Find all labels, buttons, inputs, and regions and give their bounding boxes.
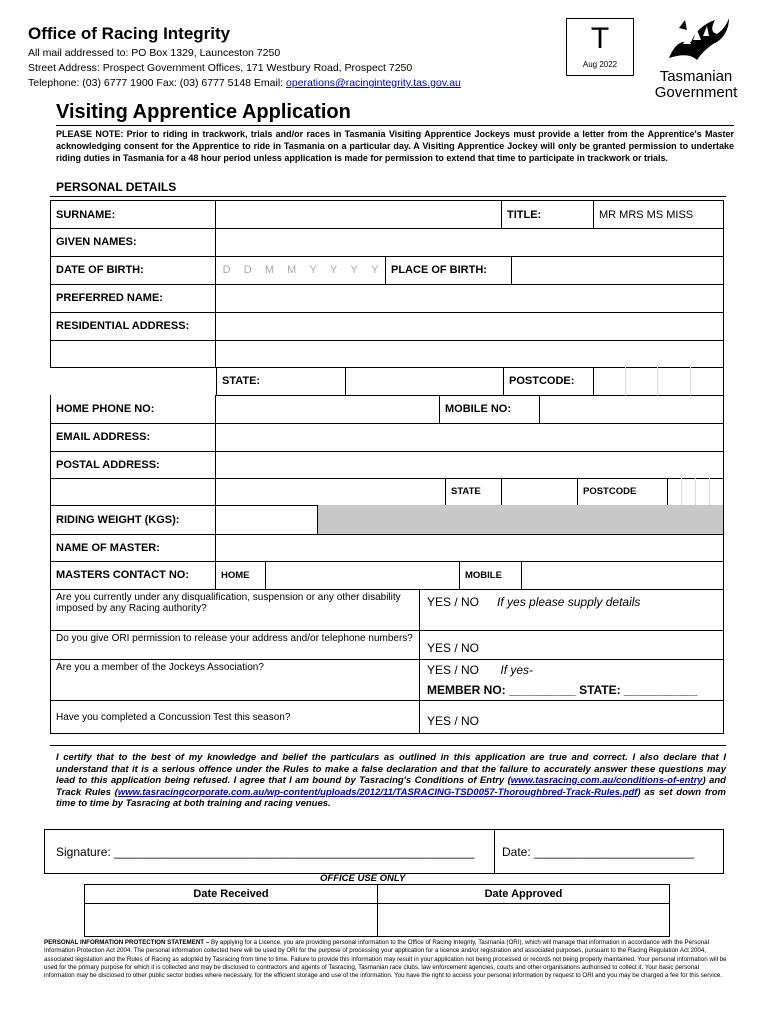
surname-input[interactable] xyxy=(216,200,502,229)
given-names-label: GIVEN NAMES: xyxy=(50,228,216,257)
master-home-input[interactable] xyxy=(266,561,460,590)
signature-divider xyxy=(494,829,495,874)
member-no-field[interactable]: MEMBER NO: __________ STATE: ___________ xyxy=(427,683,698,697)
conditions-link[interactable]: www.tasracing.com.au/conditions-of-entry xyxy=(510,775,703,786)
postal-postcode-box[interactable] xyxy=(682,478,696,506)
question-jockeys-association: Are you a member of the Jockeys Association? xyxy=(50,659,420,701)
postal-state-label: STATE xyxy=(446,478,502,506)
riding-weight-label: RIDING WEIGHT (KGS): xyxy=(50,505,216,535)
master-mobile-label: MOBILE xyxy=(460,561,522,590)
privacy-statement xyxy=(44,939,728,980)
privacy-body: By applying for a Licence, you are providing personal information to the Office of Racing Integrity, Tasmania (ORI), which will manage that information in accordance with the Personal Information Protection Act 2004. The personal information collected here will be used by ORI for the purpose of processing your application for a licence and/or registration and associated purposes, pursuant to the Racing Regulation Act 2004, associated legislation and the Rules of Racing as adopted by Tasracing from time to time. Failure to provide this information may result in your application not being processed or records not being properly maintained. Your personal information will be used for the primary purpose for which it is collected and may be disclosed to contractors and agents of Tasracing, Tasmanian race clubs, law enforcement agencies, courts and other organisations authorised to collect it. Your basic personal information may be disclosed to other public sector bodies where necessary, for the efficient storage and use of the information. You have the right to access your personal information by request to ORI and you may be charged a fee for this service. xyxy=(44,939,727,980)
phone-fax: Telephone: (03) 6777 1900 Fax: (03) 6777 5148 Email: xyxy=(28,77,287,89)
office-use-label: OFFICE USE ONLY xyxy=(320,873,406,884)
preferred-name-label: PREFERRED NAME: xyxy=(50,284,216,313)
dob-placeholder: Y xyxy=(350,264,358,276)
preferred-name-input[interactable] xyxy=(216,284,724,313)
form-code-box xyxy=(566,18,634,76)
certification xyxy=(56,752,726,810)
date-approved-label: Date Approved xyxy=(378,884,670,904)
masters-contact-label: MASTERS CONTACT NO: xyxy=(50,561,216,590)
place-of-birth-label: PLACE OF BIRTH: xyxy=(386,256,512,285)
title-label: TITLE: xyxy=(502,200,594,229)
email-label: EMAIL ADDRESS: xyxy=(50,423,216,452)
place-of-birth-input[interactable] xyxy=(512,256,724,285)
logo-line2: Government xyxy=(654,84,738,101)
yes-no-option[interactable]: YES / NO xyxy=(427,663,480,677)
dob-placeholder: Y xyxy=(371,264,379,276)
form-letter: T xyxy=(590,22,610,55)
privacy-heading: PERSONAL INFORMATION PROTECTION STATEMENT – xyxy=(44,939,210,946)
section-divider xyxy=(50,196,726,197)
postal-postcode-box[interactable] xyxy=(696,478,710,506)
thylacine-icon xyxy=(661,14,731,64)
question-release-info: Do you give ORI permission to release your address and/or telephone numbers? xyxy=(50,630,420,660)
dob-placeholder: D xyxy=(222,264,231,276)
postcode-digit-box[interactable] xyxy=(626,367,658,396)
answer-release-info[interactable] xyxy=(420,630,724,660)
dob-label: DATE OF BIRTH: xyxy=(50,256,216,285)
postal-address-label-cont xyxy=(50,478,216,506)
page-title: Visiting Apprentice Application xyxy=(56,101,351,123)
given-names-input[interactable] xyxy=(216,228,724,257)
master-home-label: HOME xyxy=(216,561,266,590)
home-phone-input[interactable] xyxy=(216,395,440,424)
residential-address-input[interactable] xyxy=(216,312,724,341)
question-concussion: Have you completed a Concussion Test this season? xyxy=(50,700,420,734)
date-approved-input[interactable] xyxy=(378,903,670,937)
if-yes-details: If yes please supply details xyxy=(497,595,641,609)
section-title: PERSONAL DETAILS xyxy=(56,180,177,194)
answer-concussion[interactable] xyxy=(420,700,724,734)
state-label: STATE: xyxy=(216,367,346,396)
residential-address-input-line2[interactable] xyxy=(216,340,724,368)
dob-input[interactable] xyxy=(216,256,386,285)
cert-text: I certify that to the best of my knowledge and belief the particulars as outlined in this application are true and correct. I also declare that I understand that it is a serious offence under the Rules to make a false declaration and that the failure to accurately answer these questions may lead to this application being refused. I agree that I am bound by Tasracing's Conditions of Entry ( xyxy=(56,752,726,786)
postal-address-label: POSTAL ADDRESS: xyxy=(50,451,216,479)
dob-placeholder: D xyxy=(243,264,252,276)
answer-jockeys-association[interactable] xyxy=(420,659,724,701)
master-name-label: NAME OF MASTER: xyxy=(50,534,216,562)
title-options[interactable]: MR MRS MS MISS xyxy=(594,200,724,229)
email-input[interactable] xyxy=(216,423,724,452)
postal-postcode-label: POSTCODE xyxy=(578,478,668,506)
yes-no-option[interactable]: YES / NO xyxy=(427,714,480,728)
dob-placeholder: Y xyxy=(330,264,338,276)
cert-text: ) as set down from time to time by Tasracing at both training and racing venues. xyxy=(56,786,726,809)
office-title: Office of Racing Integrity xyxy=(28,24,231,43)
street-address: Street Address: Prospect Government Offices, 171 Westbury Road, Prospect 7250 xyxy=(28,62,413,74)
postcode-digit-box[interactable] xyxy=(691,367,724,396)
surname-label: SURNAME: xyxy=(50,200,216,229)
form-date: Aug 2022 xyxy=(582,60,618,69)
tasmanian-government-logo xyxy=(646,14,746,100)
please-note: PLEASE NOTE: Prior to riding in trackwork, trials and/or races in Tasmania Visiting Apprentice Jockeys must provide a letter from the Apprentice's Master acknowledging consent for the Apprentice to ride in Tasmania on a particular day. A Visiting Apprentice Jockey will only be granted permission to undertake riding duties in Tasmania for a 48 hour period unless application is made for permission to extend that time to participate in trackwork or trials. xyxy=(56,125,734,164)
postal-address-input-line2[interactable] xyxy=(216,478,446,506)
answer-disqualification[interactable] xyxy=(420,589,724,631)
track-rules-link[interactable]: www.tasracingcorporate.com.au/wp-content/uploads/2012/11/TASRACING-TSD0057-Thoroughbred-Track-Rules.pdf xyxy=(117,786,638,798)
dob-placeholder: M xyxy=(287,264,297,276)
cert-text: ) and Track Rules ( xyxy=(56,775,726,798)
question-disqualification: Are you currently under any disqualification, suspension or any other disability imposed by any Racing authority? xyxy=(50,589,420,631)
postcode-digit-box[interactable] xyxy=(658,367,691,396)
postcode-digit-box[interactable] xyxy=(594,367,626,396)
yes-no-option[interactable]: YES / NO xyxy=(427,595,480,609)
mobile-label: MOBILE NO: xyxy=(440,395,540,424)
postcode-label: POSTCODE: xyxy=(504,367,594,396)
contact-line xyxy=(28,76,461,91)
jockeys-yes-no-row xyxy=(425,663,533,677)
home-phone-label: HOME PHONE NO: xyxy=(50,395,216,424)
yes-no-option[interactable]: YES / NO xyxy=(427,640,480,655)
if-yes-label: If yes- xyxy=(500,663,534,677)
state-input[interactable] xyxy=(346,367,504,396)
mail-address: All mail addressed to: PO Box 1329, Launceston 7250 xyxy=(28,47,281,59)
postal-state-input[interactable] xyxy=(502,478,578,506)
master-name-input[interactable] xyxy=(216,534,724,562)
logo-line1: Tasmanian xyxy=(659,68,733,85)
date-received-input[interactable] xyxy=(84,903,378,937)
riding-weight-input[interactable] xyxy=(216,505,318,535)
postal-postcode-box[interactable] xyxy=(668,478,682,506)
email-link[interactable]: operations@racingintegrity.tas.gov.au xyxy=(286,77,461,89)
master-mobile-input[interactable] xyxy=(522,561,724,590)
postal-postcode-box[interactable] xyxy=(710,478,724,506)
dob-placeholder: Y xyxy=(309,264,317,276)
residential-address-label: RESIDENTIAL ADDRESS: xyxy=(50,312,216,341)
signature-field[interactable]: Signature: ______________________________________________________ xyxy=(56,845,475,859)
mobile-input[interactable] xyxy=(540,395,724,424)
shaded-area xyxy=(318,505,724,535)
residential-address-label-cont xyxy=(50,340,216,368)
cert-divider xyxy=(50,745,726,746)
date-received-label: Date Received xyxy=(84,884,378,904)
date-field[interactable]: Date: ________________________ xyxy=(502,845,695,859)
dob-placeholder: M xyxy=(264,264,274,276)
postal-address-input[interactable] xyxy=(216,451,724,479)
